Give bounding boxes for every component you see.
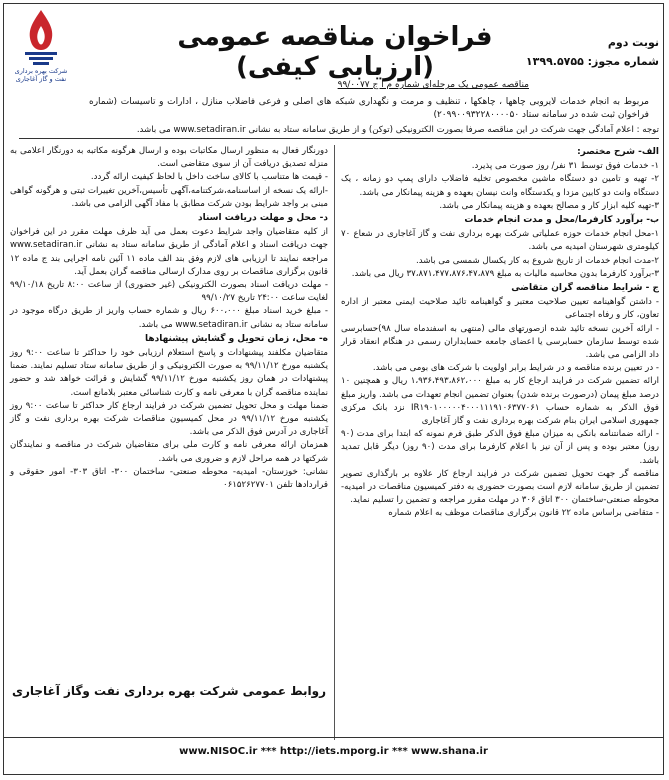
permit-number: شماره مجوز: ۱۳۹۹.۵۷۵۵: [525, 55, 659, 68]
paragraph: ارائه تضمین شرکت در فرایند ارجاع کار به مبلغ ۱،۹۳۶،۴۹۳،۸۶۲،۰۰۰ ریال و همچنین ۱۰ درصد مبلغ پیمان (درصورت برنده شدن) بعنوان تضمین انجام تعهدات می باشد. واریز مبلغ فوق الذکر به شماره حساب IR۱۹۰۱۰۰۰۰۰۴۰۰۰۱۱۱۹۱۰۶۳۷۷۰۶۱ نزد بانک مرکزی جمهوری اسلامی ایران بنام شرکت بهره برداری نفت و گاز آغاجاری: [341, 376, 659, 427]
paragraph: - در تعیین برنده مناقصه و در شرایط برابر اولویت با شرکت های بومی می باشد.: [372, 363, 659, 374]
paragraph: - مبلغ خرید اسناد مبلغ ۶۰۰،۰۰۰ ریال و شماره حساب واریز از طریق درگاه موجود در سامانه ستاد به نشانی www.setadiran.ir می باشد.: [10, 306, 328, 330]
section-heading: ب- برآورد کارفرما/محل و مدت انجام خدمات: [464, 215, 659, 226]
section-heading: د- محل و مهلت دریافت اسناد: [197, 213, 328, 224]
turn-label: نوبت دوم: [607, 36, 659, 49]
tender-subject: مربوط به انجام خدمات لایروبی چاهها ، چاهکها ، تنظیف و مرمت و نگهداری شبکه های اصلی و فرعی فاضلاب منازل ، ادارات و تاسیسات (شماره فراخوان ثبت شده در سامانه ستاد ۲۰۹۹۰۰۹۳۲۲۸۰۰۰۰۵۰): [89, 97, 649, 120]
paragraph: ۳-برآورد کارفرما بدون محاسبه مالیات به مبلغ ۳۷،۸۷۱،۴۷۷،۸۷۶،۴۷،۸۷۹ ریال می باشد.: [351, 268, 659, 279]
company-logo: [8, 8, 74, 104]
column-divider: [334, 145, 335, 740]
paragraph: - ارائه آخرین نسخه تائید شده ازصورتهای مالی (منتهی به اسفندماه سال ۹۸)حسابرسی شده توسط سازمان حسابرسی یا اعضای جامعه حسابداران رسمی در هنگام انعقاد قرار داد الزامی می باشد.: [341, 323, 659, 361]
paragraph: دورنگار فعال به منظور ارسال مکاتبات بوده و ارسال هرگونه مکاتبه به دورنگار اعلامی به منزله تصدیق دریافت آن از سوی متقاضی است.: [10, 146, 328, 170]
paragraph: ۱-محل انجام خدمات حوزه عملیاتی شرکت بهره برداری نفت و گاز آغاجاری در شعاع ۷۰ کیلومتری شهرستان امیدیه می باشد.: [341, 229, 659, 253]
section-heading: الف- شرح مختصر:: [577, 147, 659, 157]
paragraph: از کلیه متقاضیان واجد شرایط دعوت بعمل می آید ظرف مهلت مقرر در این فراخوان جهت دریافت اسناد و اعلام آمادگی از طریق سامانه ستاد به نشانی www.setadiran.ir مراجعه نمایند تا ارزیابی های لازم وفق بند الف ماده ۱۱ آئین نامه اجرایی بند ج ماده ۱۲ قانون برگزاری مناقصات بر روی مدارک ارسالی مناقصه گران بعمل آید.: [10, 227, 328, 277]
paragraph: - داشتن گواهینامه تعیین صلاحیت معتبر و گواهینامه تائید صلاحیت ایمنی معتبر از اداره تعاون، کار و رفاه اجتماعی: [341, 297, 659, 321]
left-column: [10, 145, 328, 492]
paragraph: ضمنا مهلت و محل تحویل تضمین شرکت در فرایند ارجاع کار حداکثر تا ساعت ۹:۰۰ روز یکشنبه مورخ ۹۹/۱۱/۱۲ در محل کمیسیون مناقصات شرکت بهره برداری نفت و گاز آغاجاری در آدرس فوق الذکر می باشد.: [10, 400, 329, 438]
footer-links: www.NISOC.ir *** http://iets.mporg.ir *** www.shana.ir: [3, 737, 664, 773]
section-heading: ج - شرایط مناقصه گران متقاضی: [511, 283, 659, 294]
tender-number: مناقصه عمومی یک مرحله‌ای شماره م ا ج ۹۹/۰۰۷۷: [337, 80, 529, 90]
notice-note: توجه : اعلام آمادگی جهت شرکت در این مناقصه صرفا بصورت الکترونیکی (توکن) و از طریق سامانه ستاد به نشانی www.setadiran.ir می باشد.: [19, 125, 659, 139]
section-heading: ه- محل، زمان تحویل و گشایش پیشنهادها: [144, 333, 328, 344]
paragraph: - قیمت ها متناسب با کالای ساخت داخل با لحاظ کیفیت ارائه گردد.: [90, 172, 328, 183]
paragraph: متقاضیان مکلفند پیشنهادات و پاسخ استعلام ارزیابی خود را حداکثر تا ساعت ۹:۰۰ روز یکشنبه مورخ ۹۹/۱۱/۱۲ به صورت الکترونیکی و از طریق سامانه ستاد تسلیم نمایند. ضمنا پیشنهادات در همان روز یکشنبه مورخ ۹۹/۱۱/۱۲ گشایش و قرائت خواهد شد و حضور نماینده مناقصه گران با معرفی نامه و کارت شناسائی معتبر بلامانع است.: [10, 348, 328, 398]
paragraph: ۳-تهیه کلیه ابزار کار و مصالح بعهده و هزینه پیمانکار می باشد.: [439, 200, 659, 211]
paragraph: - مهلت دریافت اسناد بصورت الکترونیکی (غیر حضوری) از ساعت ۸:۰۰ تاریخ ۹۹/۱۰/۱۸ لغایت ساعت ۲۴:۰۰ تاریخ ۹۹/۱۰/۲۷: [10, 280, 328, 304]
paragraph: - ارائه ضمانتنامه بانکی به میزان مبلغ فوق الذکر طبق فرم نمونه که ابتدا برای مدت (۹۰ روز) معتبر بوده و پس از آن نیز با اعلام کارفرما برای مدت (۹۰ روز) دیگر قابل تمدید باشد.: [341, 429, 659, 466]
paragraph: ۲-مدت انجام خدمات از تاریخ شروع به کار یکسال شمسی می باشد.: [416, 255, 659, 266]
paragraph: - متقاضی براساس ماده ۲۲ قانون برگزاری مناقصات موظف به اعلام شماره: [388, 508, 659, 519]
paragraph: ۱- خدمات فوق توسط ۳۱ نفر/ روز صورت می پذیرد.: [471, 161, 659, 172]
paragraph: همزمان ارائه معرفی نامه و کارت ملی برای متقاضیان شرکت در مناقصه و نمایندگان شرکتها در همه مراحل لازم و ضروری می باشد.: [10, 440, 328, 464]
paragraph: مناقصه گر جهت تحویل تضمین شرکت در فرایند ارجاع کار علاوه بر بارگذاری تصویر تضمین از طریق سامانه لازم است بصورت حضوری به دفتر کمیسیون مناقصات در امیدیه-محوطه صنعتی-ساختمان ۳۰۰ اتاق ۳۰۶ در مهلت مقرر مراجعه و تضمین را تسلیم نماید.: [341, 468, 659, 506]
logo-caption: شرکت بهره برداری نفت و گاز آغاجاری: [14, 67, 68, 83]
paragraph: ۲- تهیه و تامین دو دستگاه ماشین مخصوص تخلیه فاضلاب دارای پمپ دو زمانه ، یک دستگاه وانت دو کابین مزدا و یکدستگاه وانت نیسان بعهده و هزینه پیمانکار می باشد.: [341, 174, 659, 198]
page-title: فراخوان مناقصه عمومی (ارزیابی کیفی): [177, 22, 493, 82]
right-column: [341, 145, 659, 521]
signature: روابط عمومی شرکت بهره برداری نفت وگاز آغاجاری: [11, 684, 327, 698]
flame-logo-icon: [19, 8, 63, 66]
paragraph: -ارائه یک نسخه از اساسنامه،شرکتنامه،آگهی تأسیس،آخرین تغییرات ثبتی و هرگونه گواهی مبنی بر واجد شرایط بودن شرکت مطابق با مفاد آگهی الزامی می باشد.: [10, 185, 328, 209]
paragraph: نشانی: خوزستان- امیدیه- محوطه صنعتی- ساختمان ۳۰۰- اتاق ۳۰۳- امور حقوقی و قراردادها تلفن ۰۶۱۵۲۶۲۷۷۰۱: [10, 466, 328, 491]
